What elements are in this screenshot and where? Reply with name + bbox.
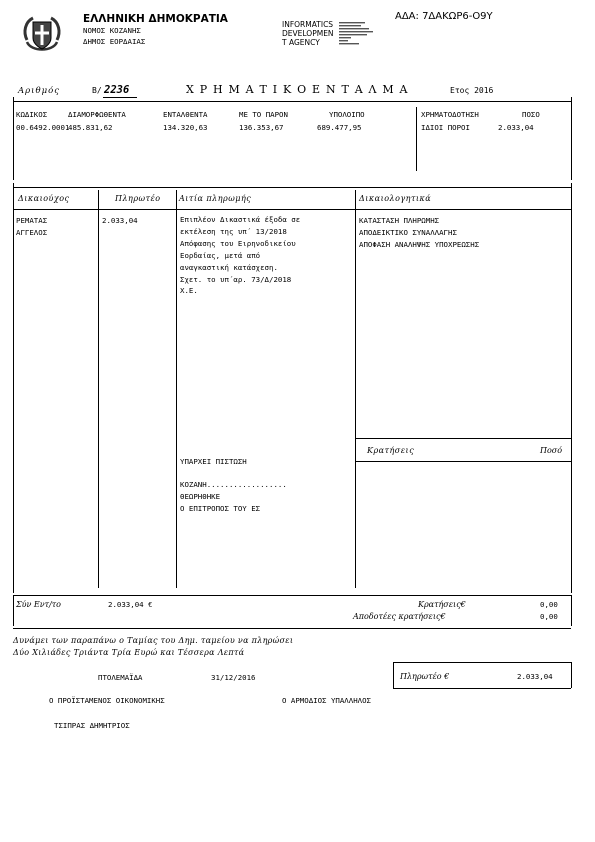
budget-current: 136.353,67 [239,123,284,132]
payment-reason-text: Επιπλέον Δικαστικά έξοδα σε εκτέλεση της υπ΄ 13/2018 Απόφασης του Ειρηνοδικείου Εορδαίας, μετά από αναγκαστική κατάσχεση. Σχετ. το υπ΄αρ. 73/Δ/2018 Χ.Ε. [180,215,301,296]
issue-place: ΠΤΟΛΕΜΑΪΔΑ [98,673,143,682]
document-item: ΑΠΟΔΕΙΚΤΙΚΟ ΣΥΝΑΛΛΑΓΗΣ [359,228,457,237]
budget-code: 00.6492.0001 [16,123,70,132]
budget-header-current: ΜΕ ΤΟ ΠΑΡΟΝ [239,110,288,119]
withholdings-amount-header: Ποσό [540,446,563,455]
budget-header-code: ΚΩΔΙΚΟΣ [16,110,48,119]
budget-header-balance: ΥΠΟΛΟΙΠΟ [329,110,365,119]
coat-of-arms-emblem [21,14,63,57]
document-item: ΑΠΟΦΑΣΗ ΑΝΑΛΗΨΗΣ ΥΠΟΧΡΕΩΣΗΣ [359,240,480,249]
budget-configured: 485.831,62 [68,123,113,132]
funding-source: ΙΔΙΟΙ ΠΟΡΟΙ [421,123,470,132]
municipality-name: ΔΗΜΟΣ ΕΟΡΔΑΙΑΣ [83,37,146,46]
funding-amount-header: ΠΟΣΟ [522,110,540,119]
commissioner-label: Ο ΕΠΙΤΡΟΠΟΣ ΤΟΥ ΕΣ [180,504,261,513]
approved-label: ΘΕΩΡΗΘΗΚΕ [180,492,221,501]
ida-logo [282,21,402,49]
number-label: Αριθμός [18,86,60,96]
mandate-number: 2236 [104,84,130,96]
document-item: ΚΑΤΑΣΤΑΣΗ ΠΛΗΡΩΜΗΣ [359,216,440,225]
header-beneficiary: Δικαιούχος [18,194,70,203]
withholdings-label: Κρατήσεις€ [418,600,466,609]
returned-withholdings-label: Αποδοτέες κρατήσεις€ [353,612,446,621]
country-name: ΕΛΛΗΝΙΚΗ ΔΗΜΟΚΡΑΤΙΑ [83,13,228,25]
sum-value: 2.033,04 € [108,600,153,609]
signatory-name: ΤΣΙΠΡΑΣ ΔΗΜΗΤΡΙΟΣ [54,721,130,730]
header-payable: Πληρωτέο [115,194,161,203]
header-payment-reason: Αιτία πληρωμής [179,194,252,203]
header-documents: Δικαιολογητικά [359,194,432,203]
payable-amount: 2.033,04 [102,216,138,225]
cashier-instruction: Δυνάμει των παραπάνω ο Ταμίας του Δημ. ταμείου να πληρώσει [13,636,294,645]
withholdings-header: Κρατήσεις [367,446,415,455]
sum-label: Σύν Εντ/το [16,600,61,609]
document-title: Χ Ρ Η Μ Α Τ Ι Κ Ο Ε Ν Τ Α Λ Μ Α [186,83,409,96]
withholdings-value: 0,00 [540,600,558,609]
budget-balance: 689.477,95 [317,123,362,132]
head-finance-signature-title: Ο ΠΡΟΪΣΤΑΜΕΝΟΣ ΟΙΚΟΝΟΜΙΚΗΣ [49,696,165,705]
budget-header-committed: ΕΝΤΑΛΘΕΝΤΑ [163,110,208,119]
number-prefix: Β/ [92,86,102,95]
ida-logo-line: INFORMATICS [282,20,334,29]
payable-total-value: 2.033,04 [517,672,553,681]
fiscal-year: Ετος 2016 [450,86,494,95]
prefecture-name: ΝΟΜΟΣ ΚΟΖΑΝΗΣ [83,26,141,35]
payable-total-label: Πληρωτέο € [400,672,450,681]
place-line: ΚΟΖΑΝΗ.................. [180,480,287,489]
competent-officer-signature-title: Ο ΑΡΜΟΔΙΟΣ ΥΠΑΛΛΗΛΟΣ [282,696,371,705]
budget-committed: 134.320,63 [163,123,208,132]
returned-withholdings-value: 0,00 [540,612,558,621]
ida-logo-line: T AGENCY [282,38,320,47]
beneficiary-surname: ΡΕΜΑΤΑΣ [16,216,48,225]
credit-availability: ΥΠΑΡΧΕΙ ΠΙΣΤΩΣΗ [180,457,247,466]
ida-logo-fineprint [339,21,379,49]
issue-date: 31/12/2016 [211,673,256,682]
funding-header: ΧΡΗΜΑΤΟΔΟΤΗΣΗ [421,110,479,119]
ada-code: ΑΔΑ: 7ΔΑΚΩΡ6-Ο9Υ [395,11,493,22]
amount-in-words: Δύο Χιλιάδες Τριάντα Τρία Ευρώ και Τέσσερα Λεπτά [13,648,245,657]
beneficiary-firstname: ΑΓΓΕΛΟΣ [16,228,48,237]
ida-logo-line: DEVELOPMEN [282,29,334,38]
funding-amount: 2.033,04 [498,123,534,132]
budget-header-configured: ΔΙΑΜΟΡΦΩΘΕΝΤΑ [68,110,126,119]
